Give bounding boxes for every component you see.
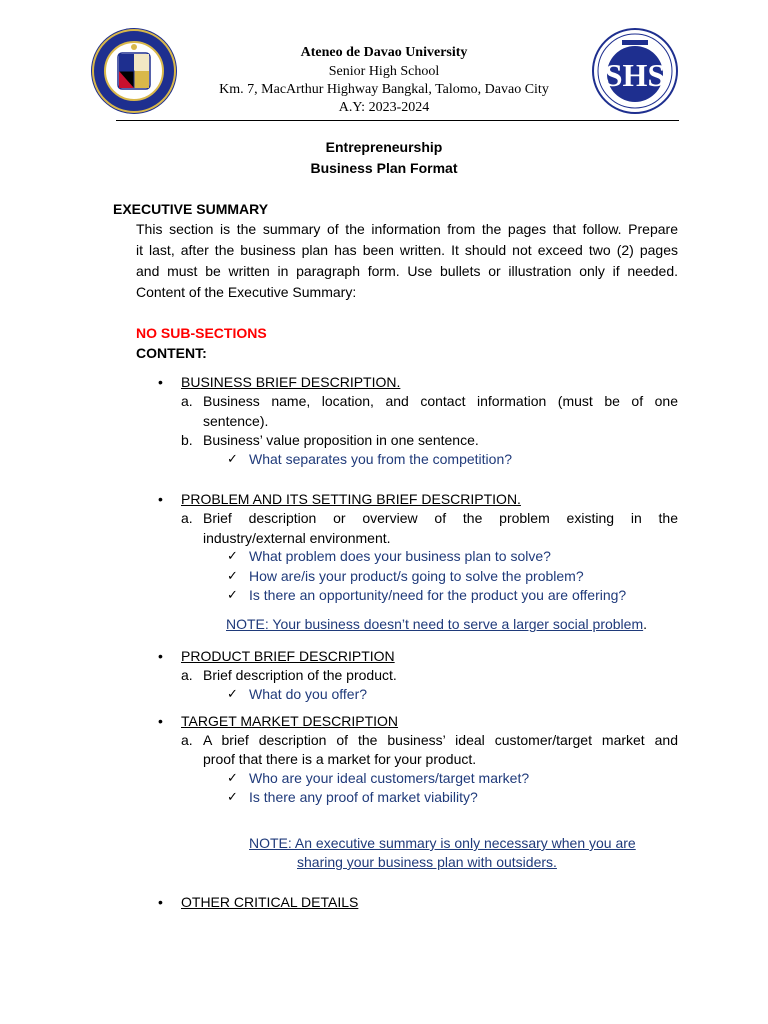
brief-b-label: b. bbox=[181, 432, 193, 448]
brief-a-line1: Business name, location, and contact information (must be of one bbox=[203, 393, 678, 409]
target-title: TARGET MARKET DESCRIPTION bbox=[181, 713, 399, 729]
brief-check-1: What separates you from the competition? bbox=[249, 451, 513, 467]
doc-title-subject: Entrepreneurship bbox=[325, 139, 443, 155]
problem-note-period: . bbox=[643, 616, 648, 632]
check-icon: ✓ bbox=[227, 451, 238, 466]
product-check-1: What do you offer? bbox=[249, 686, 368, 702]
problem-check-3: Is there an opportunity/need for the product you are offering? bbox=[249, 587, 627, 603]
check-icon: ✓ bbox=[227, 548, 238, 563]
bullet-icon: • bbox=[158, 894, 163, 910]
target-check-1: Who are your ideal customers/target market? bbox=[249, 770, 530, 786]
svg-text:SHS: SHS bbox=[604, 57, 666, 93]
intro-line-4: Content of the Executive Summary: bbox=[136, 284, 357, 300]
check-icon: ✓ bbox=[227, 770, 238, 785]
target-a-label: a. bbox=[181, 732, 193, 748]
problem-note: NOTE: Your business doesn’t need to serve a larger social problem bbox=[226, 616, 644, 632]
check-icon: ✓ bbox=[227, 789, 238, 804]
problem-a-line2: industry/external environment. bbox=[203, 530, 391, 546]
product-a-text: Brief description of the product. bbox=[203, 667, 397, 683]
problem-check-2: How are/is your product/s going to solve the problem? bbox=[249, 568, 584, 584]
bullet-icon: • bbox=[158, 491, 163, 507]
target-check-2: Is there any proof of market viability? bbox=[249, 789, 478, 805]
problem-a-label: a. bbox=[181, 510, 193, 526]
intro-line-1: This section is the summary of the information from the pages that follow. Prepare bbox=[136, 221, 678, 237]
other-title: OTHER CRITICAL DETAILS bbox=[181, 894, 359, 910]
target-note-line2: sharing your business plan with outsiders. bbox=[297, 854, 557, 870]
section-heading: EXECUTIVE SUMMARY bbox=[113, 201, 269, 217]
target-a-line1: A brief description of the business’ ideal customer/target market and bbox=[203, 732, 678, 748]
no-subsections-label: NO SUB-SECTIONS bbox=[136, 325, 267, 341]
brief-title: BUSINESS BRIEF DESCRIPTION. bbox=[181, 374, 401, 390]
bullet-icon: • bbox=[158, 648, 163, 664]
brief-b-text: Business’ value proposition in one sentence. bbox=[203, 432, 479, 448]
bullet-icon: • bbox=[158, 374, 163, 390]
brief-a-label: a. bbox=[181, 393, 193, 409]
bullet-icon: • bbox=[158, 713, 163, 729]
product-a-label: a. bbox=[181, 667, 193, 683]
intro-line-3: and must be written in paragraph form. Use bullets or illustration only if needed. bbox=[136, 263, 678, 279]
school-address: Km. 7, MacArthur Highway Bangkal, Talomo, Davao City bbox=[219, 82, 549, 97]
product-title: PRODUCT BRIEF DESCRIPTION bbox=[181, 648, 395, 664]
brief-a-line2: sentence). bbox=[203, 413, 269, 429]
doc-title-format: Business Plan Format bbox=[310, 160, 458, 176]
target-a-line2: proof that there is a market for your product. bbox=[203, 751, 477, 767]
academic-year: A.Y: 2023-2024 bbox=[338, 100, 430, 115]
check-icon: ✓ bbox=[227, 587, 238, 602]
problem-title: PROBLEM AND ITS SETTING BRIEF DESCRIPTION. bbox=[181, 491, 521, 507]
intro-line-2: it last, after the business plan has been written. It should not exceed two (2) pages bbox=[136, 242, 678, 258]
problem-check-1: What problem does your business plan to solve? bbox=[249, 548, 551, 564]
university-name: Ateneo de Davao University bbox=[300, 45, 468, 60]
problem-a-line1: Brief description or overview of the problem existing in the bbox=[203, 510, 678, 526]
header-divider bbox=[116, 120, 679, 121]
content-label: CONTENT: bbox=[136, 345, 207, 361]
check-icon: ✓ bbox=[227, 686, 238, 701]
target-note-line1: NOTE: An executive summary is only necessary when you are bbox=[249, 835, 636, 851]
school-name: Senior High School bbox=[328, 64, 440, 79]
check-icon: ✓ bbox=[227, 568, 238, 583]
